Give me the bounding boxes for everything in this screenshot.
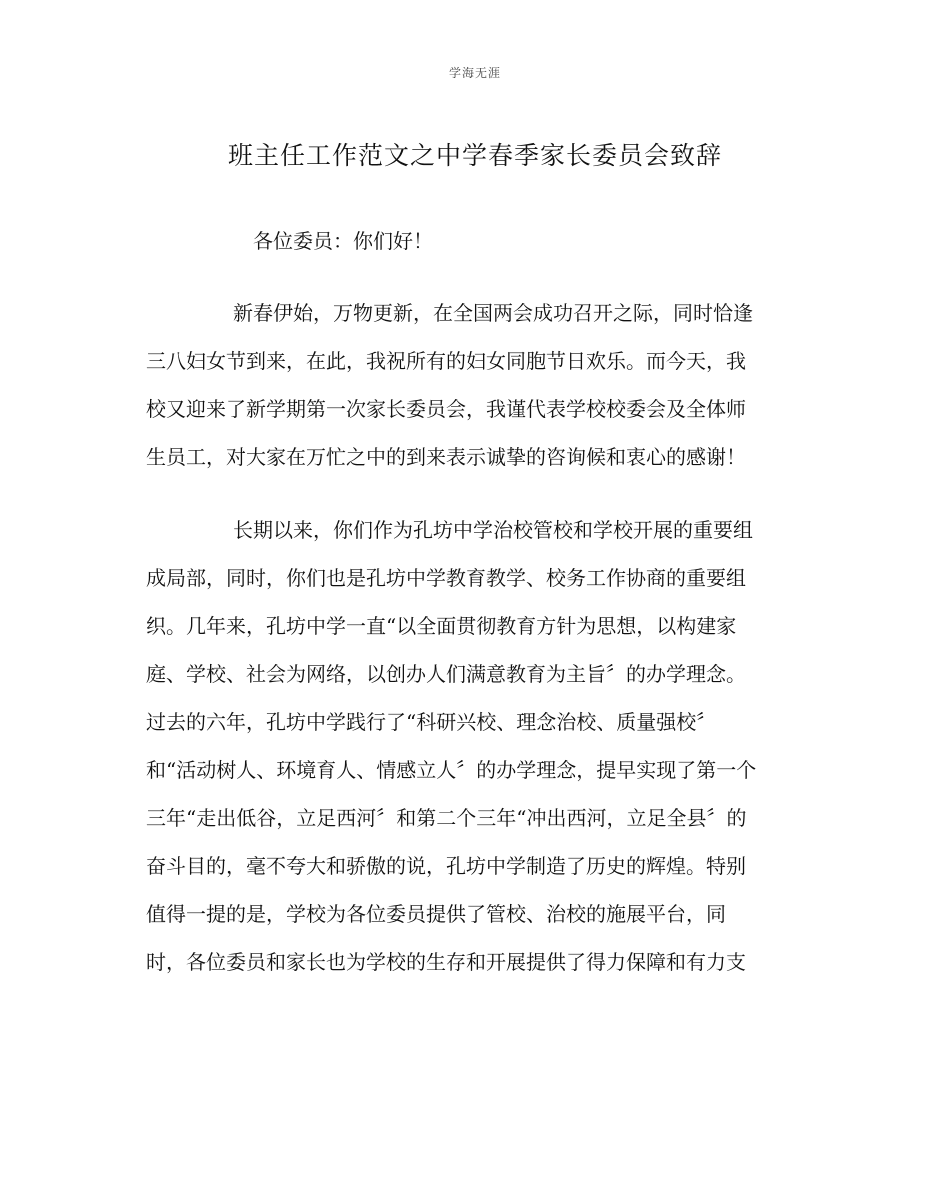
paragraph-2-line-5: 过去的六年，孔坊中学践行了“科研兴校、理念治校、质量强校〞 (146, 710, 717, 734)
page-header: 学海无涯 (448, 66, 501, 80)
paragraph-2-line-7: 三年“走出低谷，立足西河〞和第二个三年“冲出西河，立足全县〞的 (146, 806, 747, 830)
paragraph-2-line-9: 值得一提的是，学校为各位委员提供了管校、治校的施展平台，同 (146, 902, 726, 926)
paragraph-1-line-3: 校又迎来了新学期第一次家长委员会，我谨代表学校校委会及全体师 (146, 397, 746, 421)
paragraph-1-line-2: 三八妇女节到来，在此，我祝所有的妇女同胞节日欢乐。而今天，我 (146, 349, 746, 373)
document-title: 班主任工作范文之中学春季家长委员会致辞 (227, 141, 722, 170)
paragraph-2-line-8: 奋斗目的，毫不夸大和骄傲的说，孔坊中学制造了历史的辉煌。特别 (146, 854, 746, 878)
paragraph-1-line-4: 生员工，对大家在万忙之中的到来表示诚挚的咨询候和衷心的感谢！ (146, 445, 746, 469)
paragraph-2-line-2: 成局部，同时，你们也是孔坊中学教育教学、校务工作协商的重要组 (146, 566, 746, 590)
paragraph-2-line-4: 庭、学校、社会为网络，以创办人们满意教育为主旨〞的办学理念。 (146, 662, 746, 686)
paragraph-2-line-6: 和“活动树人、环境育人、情感立人〞的办学理念，提早实现了第一个 (146, 758, 757, 782)
paragraph-2-line-3: 织。几年来，孔坊中学一直“以全面贯彻教育方针为思想，以构建家 (146, 614, 737, 638)
paragraph-2-line-1: 长期以来，你们作为孔坊中学治校管校和学校开展的重要组 (233, 518, 753, 542)
greeting-line: 各位委员：你们好！ (253, 229, 433, 253)
paragraph-2-line-10: 时，各位委员和家长也为学校的生存和开展提供了得力保障和有力支 (146, 950, 746, 974)
paragraph-1-line-1: 新春伊始，万物更新，在全国两会成功召开之际，同时恰逢 (233, 301, 753, 325)
